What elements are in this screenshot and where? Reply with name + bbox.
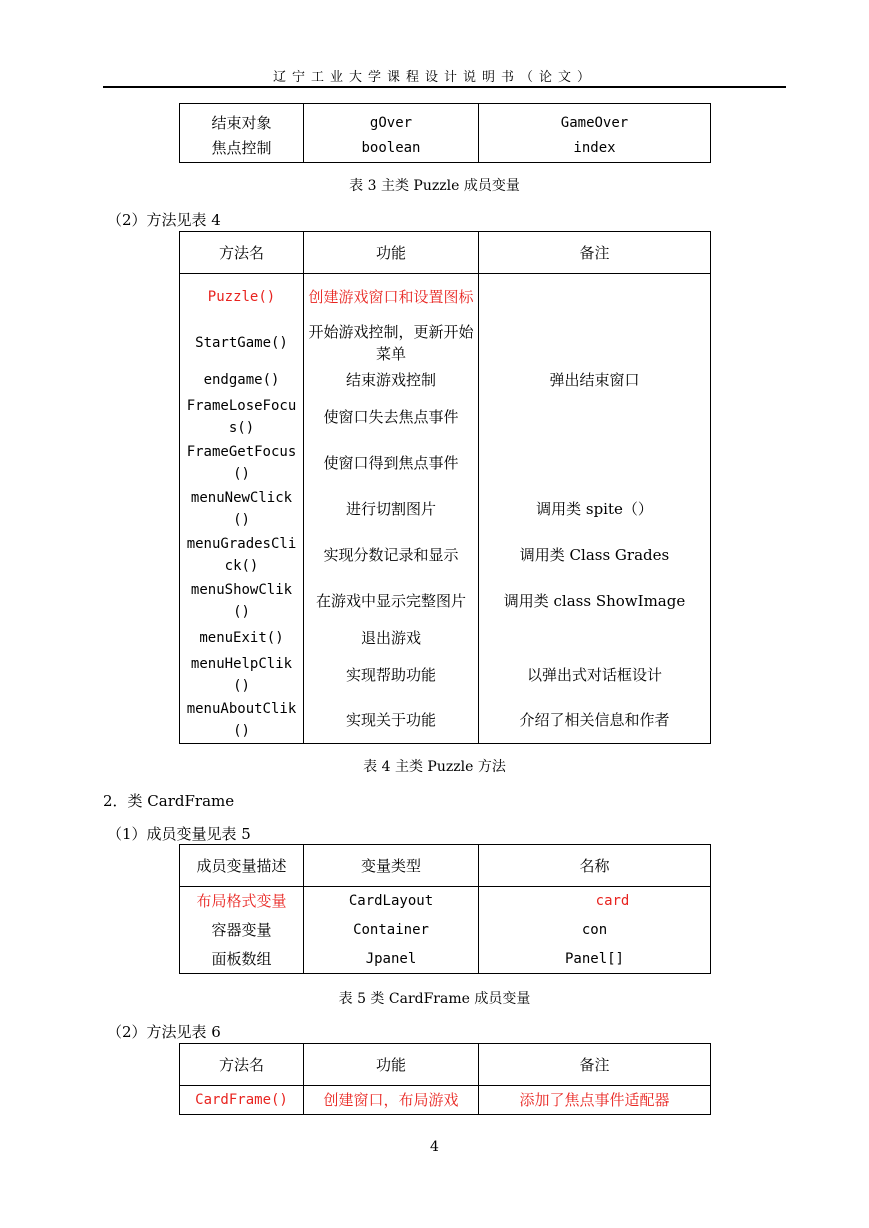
method-name-cell: menuHelpClik() xyxy=(190,655,293,694)
column-header: 变量类型 xyxy=(304,845,479,887)
table-row xyxy=(180,320,711,366)
method-note-cell: 弹出结束窗口 xyxy=(479,366,711,394)
table-row xyxy=(180,916,711,945)
column-header: 功能 xyxy=(304,1044,479,1086)
method-note-cell: 添加了焦点事件适配器 xyxy=(479,1086,711,1115)
table-row xyxy=(180,440,711,486)
table-5 xyxy=(179,844,711,974)
method-name-cell: endgame() xyxy=(203,371,280,388)
table-row xyxy=(180,366,711,394)
table-row xyxy=(180,274,711,320)
table-cell: Panel[] xyxy=(479,945,711,974)
column-header: 成员变量描述 xyxy=(180,845,304,887)
table-header-row xyxy=(180,1044,711,1086)
table-header-row xyxy=(180,232,711,274)
method-note-cell: 介绍了相关信息和作者 xyxy=(479,698,711,744)
method-note-cell: 调用类 class ShowImage xyxy=(479,578,711,624)
paragraph-methods-table4: （2）方法见表 4 xyxy=(107,211,221,229)
table-row xyxy=(180,624,711,652)
method-function-cell: 结束游戏控制 xyxy=(304,366,479,394)
paragraph-members-table5: （1）成员变量见表 5 xyxy=(107,825,251,843)
table-row xyxy=(180,532,711,578)
table-cell: 面板数组 xyxy=(211,949,272,968)
method-note-cell xyxy=(479,274,711,320)
method-name-cell: menuGradesClick() xyxy=(186,535,297,574)
method-note-cell: 调用类 Class Grades xyxy=(479,532,711,578)
table-row xyxy=(180,486,711,532)
table-cell: card xyxy=(479,887,711,916)
table-cell: index xyxy=(479,134,711,163)
method-name-cell: menuAboutClik() xyxy=(186,701,297,740)
method-function-cell: 退出游戏 xyxy=(304,624,479,652)
table-row xyxy=(180,945,711,974)
method-name-cell: menuNewClick() xyxy=(190,489,293,528)
header-rule xyxy=(103,86,786,88)
column-header: 功能 xyxy=(304,232,479,274)
running-header: 辽宁工业大学课程设计说明书（论文） xyxy=(272,70,596,85)
method-note-cell: 调用类 spite（） xyxy=(479,486,711,532)
table-cell: 焦点控制 xyxy=(211,138,272,157)
column-header: 方法名 xyxy=(180,232,304,274)
method-function-cell: 使窗口失去焦点事件 xyxy=(304,394,479,440)
table-4 xyxy=(179,231,711,744)
method-function-cell: 使窗口得到焦点事件 xyxy=(304,440,479,486)
method-name-cell: FrameGetFocus () xyxy=(186,443,297,482)
table-row xyxy=(180,104,711,134)
method-name-cell: menuExit() xyxy=(199,629,284,646)
table-row xyxy=(180,134,711,163)
table-cell: Container xyxy=(304,916,479,945)
table-cell: CardLayout xyxy=(304,887,479,916)
method-function-cell: 创建游戏窗口和设置图标 xyxy=(304,274,479,320)
table-cell: gOver xyxy=(304,104,479,134)
method-name-cell: Puzzle() xyxy=(207,288,276,305)
method-name-cell: FrameLoseFocus() xyxy=(186,397,297,436)
table-row xyxy=(180,578,711,624)
paragraph-methods-table6: （2）方法见表 6 xyxy=(107,1023,221,1041)
column-header: 备注 xyxy=(479,232,711,274)
method-function-cell: 实现关于功能 xyxy=(304,698,479,744)
table-3 xyxy=(179,103,711,163)
table-4-caption: 表 4 主类 Puzzle 方法 xyxy=(363,759,506,775)
table-row xyxy=(180,652,711,698)
method-note-cell xyxy=(479,320,711,366)
table-cell: 容器变量 xyxy=(211,921,272,939)
method-name-cell: menuShowClik() xyxy=(190,581,293,620)
method-note-cell xyxy=(479,440,711,486)
table-row xyxy=(180,698,711,744)
page-number: 4 xyxy=(430,1139,439,1155)
table-5-caption: 表 5 类 CardFrame 成员变量 xyxy=(338,991,531,1007)
table-cell: 结束对象 xyxy=(211,113,272,132)
table-row xyxy=(180,394,711,440)
method-function-cell: 创建窗口，布局游戏 xyxy=(304,1086,479,1115)
method-note-cell xyxy=(479,624,711,652)
method-note-cell: 以弹出式对话框设计 xyxy=(479,652,711,698)
method-function-cell: 在游戏中显示完整图片 xyxy=(304,578,479,624)
column-header: 名称 xyxy=(479,845,711,887)
table-cell: boolean xyxy=(304,134,479,163)
method-function-cell: 进行切割图片 xyxy=(304,486,479,532)
table-6 xyxy=(179,1043,711,1115)
column-header: 方法名 xyxy=(180,1044,304,1086)
method-function-cell: 实现帮助功能 xyxy=(304,652,479,698)
method-note-cell xyxy=(479,394,711,440)
method-function-cell: 开始游戏控制，更新开始菜单 xyxy=(304,320,479,366)
column-header: 备注 xyxy=(479,1044,711,1086)
table-3-caption: 表 3 主类 Puzzle 成员变量 xyxy=(349,178,520,194)
table-header-row xyxy=(180,845,711,887)
method-function-cell: 实现分数记录和显示 xyxy=(304,532,479,578)
table-cell: Jpanel xyxy=(304,945,479,974)
table-cell: GameOver xyxy=(479,104,711,134)
section-heading-cardframe: 2．类 CardFrame xyxy=(103,792,235,810)
method-name-cell: StartGame() xyxy=(195,334,288,351)
table-cell: con xyxy=(479,916,711,945)
table-row xyxy=(180,1086,711,1115)
table-row xyxy=(180,887,711,916)
table-cell: 布局格式变量 xyxy=(196,892,287,911)
method-name-cell: CardFrame() xyxy=(195,1092,288,1108)
